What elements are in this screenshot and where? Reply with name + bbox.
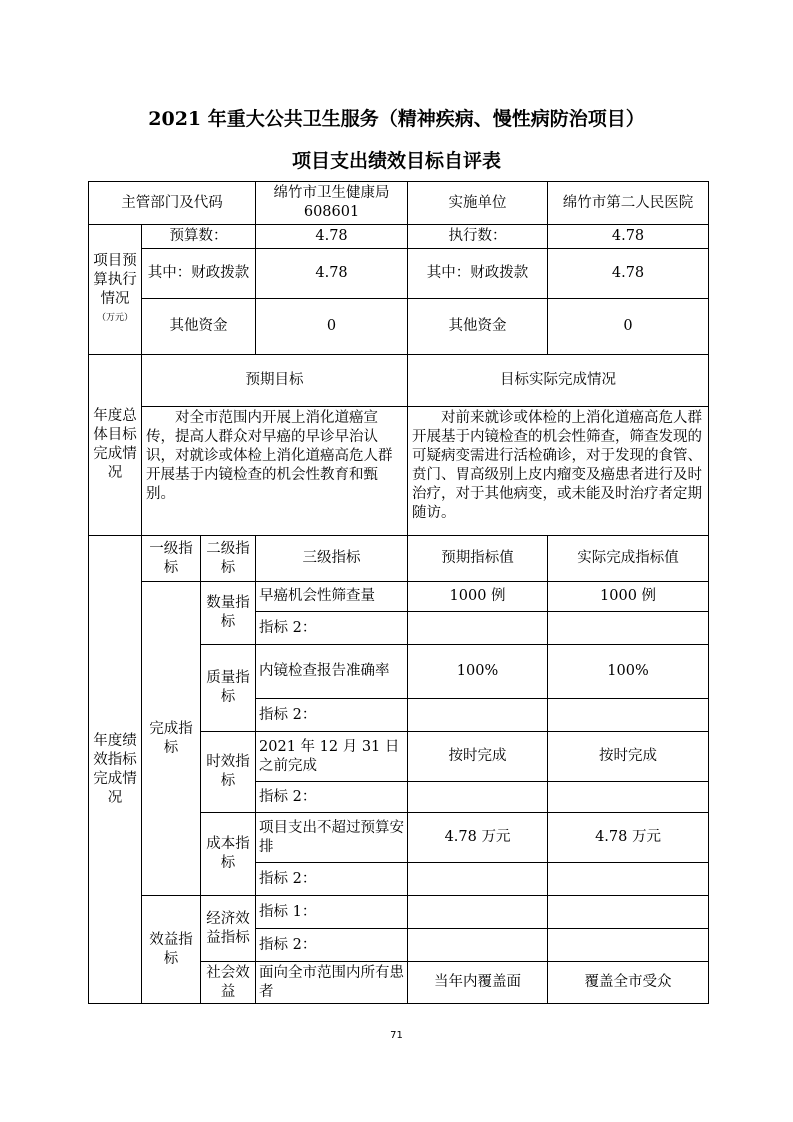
cost-label: 成本指标 (201, 813, 256, 896)
timeliness-label: 时效指标 (201, 732, 256, 813)
indicator-name: 指标 2： (256, 863, 408, 896)
fiscal-budget: 4.78 (256, 249, 408, 299)
indicator-name: 指标 1： (256, 896, 408, 929)
indicator-name: 面向全市范围内所有患者 (256, 962, 408, 1004)
title-line-2: 项目支出绩效目标自评表 (291, 150, 501, 172)
budget-value: 4.78 (256, 225, 408, 249)
actual-value: 100% (548, 645, 709, 699)
indicator-name: 指标 2： (256, 699, 408, 732)
actual-value (548, 782, 709, 813)
indicator-name: 指标 2： (256, 929, 408, 962)
fiscal-row (89, 249, 709, 299)
budget-row (89, 225, 709, 249)
unit-note: （万元） (96, 312, 133, 323)
expected-value (408, 929, 548, 962)
indicator-name: 项目支出不超过预算安排 (256, 813, 408, 863)
indicator-name: 指标 2： (256, 612, 408, 645)
budget-section-label (89, 225, 142, 355)
expected-value (408, 612, 548, 645)
benefit-label: 效益指标 (142, 896, 201, 1004)
actual-value (548, 699, 709, 732)
col-level2-header: 二级指标 (201, 536, 256, 582)
indicator-name: 内镜检查报告准确率 (256, 645, 408, 699)
actual-value (548, 896, 709, 929)
unit-value: 绵竹市第二人民医院 (548, 182, 709, 225)
col-actual-header: 实际完成指标值 (548, 536, 709, 582)
fiscal-exec: 4.78 (548, 249, 709, 299)
indicator-name: 指标 2： (256, 782, 408, 813)
budget-label: 预算数： (142, 225, 256, 249)
col-level1-header: 一级指标 (142, 536, 201, 582)
expected-value (408, 896, 548, 929)
table-row (89, 896, 709, 929)
expected-value: 4.78 万元 (408, 813, 548, 863)
quantity-label: 数量指标 (201, 582, 256, 645)
dept-label: 主管部门及代码 (89, 182, 256, 225)
goal-text-row (89, 407, 709, 536)
other-exec: 0 (548, 299, 709, 355)
fiscal-label: 其中：财政拨款 (142, 249, 256, 299)
other-fund-row (89, 299, 709, 355)
actual-value: 1000 例 (548, 582, 709, 612)
other-exec-label: 其他资金 (408, 299, 548, 355)
indicator-name: 2021 年 12 月 31 日之前完成 (256, 732, 408, 782)
actual-value (548, 929, 709, 962)
expected-value (408, 863, 548, 896)
completion-label: 完成指标 (142, 582, 201, 896)
table-row (89, 582, 709, 612)
actual-value (548, 612, 709, 645)
other-label: 其他资金 (142, 299, 256, 355)
actual-value (548, 863, 709, 896)
expected-value (408, 699, 548, 732)
exec-value: 4.78 (548, 225, 709, 249)
expected-value: 1000 例 (408, 582, 548, 612)
col-expected-header: 预期指标值 (408, 536, 548, 582)
col-level3-header: 三级指标 (256, 536, 408, 582)
expected-goal-header: 预期目标 (142, 355, 408, 407)
fiscal-exec-label: 其中：财政拨款 (408, 249, 548, 299)
other-budget: 0 (256, 299, 408, 355)
expected-value: 100% (408, 645, 548, 699)
perf-header-row (89, 536, 709, 582)
evaluation-table (88, 181, 709, 1004)
expected-value: 按时完成 (408, 732, 548, 782)
actual-value: 4.78 万元 (548, 813, 709, 863)
expected-value: 当年内覆盖面 (408, 962, 548, 1004)
actual-value: 覆盖全市受众 (548, 962, 709, 1004)
expected-value (408, 782, 548, 813)
title-line-1: 2021 年重大公共卫生服务（精神疾病、慢性病防治项目） (148, 108, 645, 130)
unit-label: 实施单位 (408, 182, 548, 225)
perf-section-label: 年度绩效指标完成情况 (89, 536, 142, 1004)
actual-value: 按时完成 (548, 732, 709, 782)
actual-goal-text: 对前来就诊或体检的上消化道癌高危人群开展基于内镜检查的机会性筛查，筛查发现的可疑病变需进行活检确诊，对于发现的食管、贲门、胃高级别上皮内瘤变及癌患者进行及时治疗，对于其他病变，或未能及时治疗者定期随访。 (408, 407, 709, 536)
quality-label: 质量指标 (201, 645, 256, 732)
budget-section-text: 项目预算执行情况 (93, 252, 137, 307)
header-row (89, 182, 709, 225)
economic-label: 经济效益指标 (201, 896, 256, 962)
social-label: 社会效益 (201, 962, 256, 1004)
indicator-name: 早癌机会性筛查量 (256, 582, 408, 612)
expected-goal-text: 对全市范围内开展上消化道癌宣传，提高人群众对早癌的早诊早治认识，对就诊或体检上消化道癌高危人群开展基于内镜检查的机会性教育和甄别。 (142, 407, 408, 536)
page-number: 71 (390, 1030, 403, 1041)
exec-label: 执行数： (408, 225, 548, 249)
goal-header-row (89, 355, 709, 407)
dept-value: 绵竹市卫生健康局 608601 (256, 182, 408, 225)
actual-goal-header: 目标实际完成情况 (408, 355, 709, 407)
goal-section-label: 年度总体目标完成情况 (89, 355, 142, 536)
